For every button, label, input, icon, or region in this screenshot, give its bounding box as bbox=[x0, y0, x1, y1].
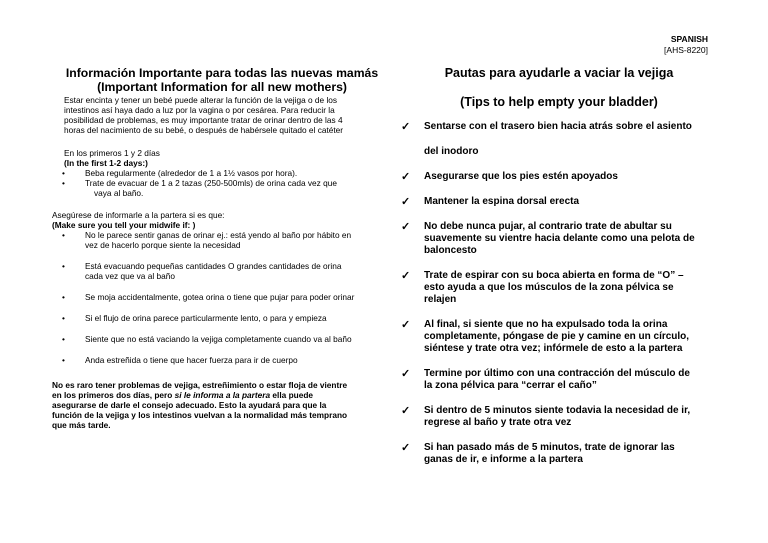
intro-line: Estar encinta y tener un bebé puede alterar la función de la vejiga o de los bbox=[64, 95, 338, 105]
document-code: [AHS-8220] bbox=[664, 45, 708, 55]
inform-section bbox=[52, 210, 392, 365]
tip-item: ✓ Mantener la espina dorsal erecta bbox=[401, 196, 580, 208]
tip-item-continuation: del inodoro bbox=[424, 146, 479, 157]
intro-line: intestinos así haya dado a luz por la vagina o por cesárea. Para reducir la bbox=[64, 105, 335, 115]
list-item-continuation: vaya al baño. bbox=[94, 188, 144, 198]
tip-item: ✓ Si han pasado más de 5 minutos, trate de ignorar las ganas de ir, e informe a la partera bbox=[401, 442, 675, 465]
checkmark-icon: ✓ bbox=[401, 405, 411, 417]
left-title-en: (Important Information for all new mothers) bbox=[97, 80, 347, 94]
tip-item: ✓ No debe nunca pujar, al contrario trate de abultar su suavemente su vientre hacia delante como una pelota de baloncesto bbox=[401, 221, 695, 256]
closing-paragraph bbox=[52, 380, 392, 430]
tip-item: ✓ Si dentro de 5 minutos siente todavia la necesidad de ir, regrese al baño y trate otra vez bbox=[401, 405, 691, 428]
closing-line: que más tarde. bbox=[52, 420, 111, 430]
intro-line: posibilidad de problemas, es muy importante tratar de orinar dentro de las 4 bbox=[64, 115, 343, 125]
list-item: • Está evacuando pequeñas cantidades O grandes cantidades de orina cada vez que va al baño bbox=[62, 261, 342, 281]
list-item: • Se moja accidentalmente, gotea orina o tiene que pujar para poder orinar bbox=[62, 292, 355, 302]
closing-line: asegurarse de darle el consejo adecuado. Esto la ayudará para que la bbox=[52, 400, 327, 410]
checkmark-icon: ✓ bbox=[401, 196, 411, 208]
list-item: • Siente que no está vaciando la vejiga completamente cuando va al baño bbox=[62, 334, 352, 344]
language-label: SPANISH bbox=[670, 34, 708, 44]
right-title-en: (Tips to help empty your bladder) bbox=[460, 95, 658, 109]
inform-heading: Asegúrese de informarle a la partera si es que: bbox=[52, 210, 225, 220]
tip-item: ✓ Sentarse con el trasero bien hacia atrás sobre el asiento bbox=[401, 121, 692, 133]
intro-paragraph bbox=[52, 95, 392, 135]
checkmark-icon: ✓ bbox=[401, 270, 411, 282]
left-title-es: Información Importante para todas las nuevas mamás bbox=[65, 66, 379, 80]
first-days-heading: En los primeros 1 y 2 días bbox=[64, 148, 160, 158]
tip-item: ✓ Asegurarse que los pies estén apoyados bbox=[401, 171, 618, 183]
first-days-section bbox=[52, 148, 392, 198]
left-column bbox=[52, 66, 392, 430]
list-item: • Anda estreñida o tiene que hacer fuerza para ir de cuerpo bbox=[62, 355, 298, 365]
closing-line: función de la vejiga y los intestinos vuelvan a la normalidad más temprano bbox=[52, 410, 348, 420]
document-header bbox=[664, 34, 708, 56]
list-item: • Si el flujo de orina parece particularmente lento, o para y empieza bbox=[62, 313, 327, 323]
tip-item: ✓ Trate de espirar con su boca abierta en forma de “O” – esto ayuda a que los músculos de la zona pélvica se relajen bbox=[401, 270, 684, 305]
closing-line: No es raro tener problemas de vejiga, estreñimiento o estar floja de vientre bbox=[52, 380, 348, 390]
intro-line: horas del nacimiento de su bebé, o después de habérsele quitado el catéter bbox=[64, 125, 344, 135]
inform-heading-en: (Make sure you tell your midwife if: ) bbox=[52, 220, 196, 230]
checkmark-icon: ✓ bbox=[401, 368, 411, 380]
right-title-es: Pautas para ayudarle a vaciar la vejiga bbox=[444, 66, 674, 80]
list-item: • No le parece sentir ganas de orinar ej.: está yendo al baño por hábito en vez de hacerlo porque siente la necesidad bbox=[62, 230, 352, 250]
checkmark-icon: ✓ bbox=[401, 319, 411, 331]
checkmark-icon: ✓ bbox=[401, 171, 411, 183]
checkmark-icon: ✓ bbox=[401, 442, 411, 454]
tip-item: ✓ Al final, si siente que no ha expulsado toda la orina completamente, póngase de pie y camine en un círculo, siéntese y trate otra vez; infórmele de esto a la partera bbox=[401, 319, 690, 354]
first-days-heading-en: (In the first 1-2 days:) bbox=[64, 158, 148, 168]
tip-item: ✓ Termine por último con una contracción del músculo de la zona pélvica para “cerrar el caño” bbox=[401, 368, 690, 391]
closing-line: en los primeros dos días, pero si le informa a la partera ella puede bbox=[52, 390, 314, 400]
list-item: • Trate de evacuar de 1 a 2 tazas (250-500mls) de orina cada vez que bbox=[62, 178, 337, 188]
checkmark-icon: ✓ bbox=[401, 221, 411, 233]
list-item: • Beba regularmente (alrededor de 1 a 1½ vasos por hora). bbox=[62, 168, 298, 178]
right-column bbox=[399, 66, 719, 466]
closing-emphasis: si le informa a la partera bbox=[174, 390, 271, 400]
checkmark-icon: ✓ bbox=[401, 121, 411, 133]
